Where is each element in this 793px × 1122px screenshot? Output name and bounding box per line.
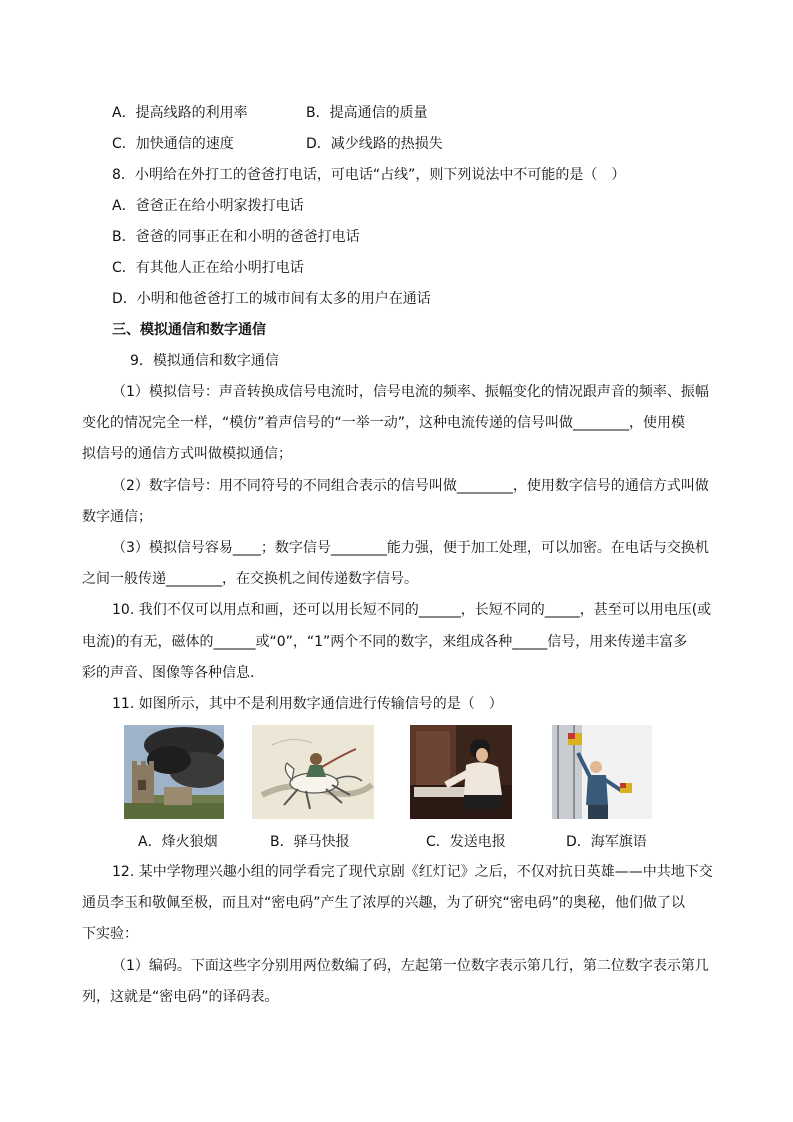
figure-d [552, 725, 662, 850]
q7-option-b: B．提高通信的质量 [306, 105, 428, 121]
q9-part2-line2: 数字通信； [82, 509, 152, 525]
q8-option-b: B．爸爸的同事正在和小明的爸爸打电话 [112, 229, 360, 245]
q9-part3-line1: （3）模拟信号容易____；数字信号________能力强，便于加工处理，可以加密。在电话与交换机 [112, 540, 709, 556]
q7-option-row-2 [112, 134, 744, 154]
q8-stem: 8．小明给在外打工的爸爸打电话，可电话“占线”，则下列说法中不可能的是（ ） [112, 167, 626, 183]
section-heading: 三、模拟通信和数字通信 [112, 322, 266, 338]
q8-option-c: C．有其他人正在给小明打电话 [112, 260, 304, 276]
q9-part1-line3: 拟信号的通信方式叫做模拟通信； [82, 446, 292, 462]
figure-a-caption: A．烽火狼烟 [138, 834, 218, 850]
q9-part3-line2: 之间一般传递________，在交换机之间传递数字信号。 [82, 571, 418, 587]
q8-option-d: D．小明和他爸爸打工的城市间有太多的用户在通话 [112, 291, 431, 307]
figure-b-caption: B．驿马快报 [270, 834, 350, 850]
figure-a [124, 725, 234, 850]
q12-part1-line2: 列，这就是“密电码”的译码表。 [82, 989, 279, 1005]
q7-option-c: C．加快通信的速度 [112, 136, 234, 152]
horse-rider-painting [252, 725, 374, 819]
telegraph-operator-photo [410, 725, 512, 819]
q10-line1: 10. 我们不仅可以用点和画，还可以用长短不同的______，长短不同的_____，甚至可以用电压(或 [112, 602, 712, 618]
q9-part2-line1: （2）数字信号：用不同符号的不同组合表示的信号叫做________，使用数字信号的通信方式叫做 [112, 478, 709, 494]
q10-line2: 电流)的有无，磁体的______或“0”，“1”两个不同的数字，来组成各种_____信号，用来传递丰富多 [82, 634, 688, 650]
q9-part1-line2: 变化的情况完全一样，“模仿”着声信号的“一举一动”，这种电流传递的信号叫做________，使用模 [82, 415, 686, 431]
q11-figures [0, 725, 793, 855]
q9-part1-line1: （1）模拟信号：声音转换成信号电流时，信号电流的频率、振幅变化的情况跟声音的频率、振幅 [112, 384, 709, 400]
q12-part1-line1: （1）编码。下面这些字分别用两位数编了码，左起第一位数字表示第几行，第二位数字表示第几 [112, 958, 709, 974]
q7-option-row-1 [112, 103, 744, 123]
q7-option-a: A．提高线路的利用率 [112, 105, 248, 121]
beacon-smoke-photo [124, 725, 224, 819]
figure-c [410, 725, 514, 850]
figure-d-caption: D．海军旗语 [566, 834, 647, 850]
figure-b [252, 725, 376, 850]
q7-option-d: D．减少线路的热损失 [306, 136, 443, 152]
q12-line2: 通员李玉和敬佩至极，而且对“密电码”产生了浓厚的兴趣，为了研究“密电码”的奥秘，他们做了以 [82, 895, 686, 911]
q9-stem: 9．模拟通信和数字通信 [130, 353, 279, 369]
figure-c-caption: C．发送电报 [426, 834, 506, 850]
q12-line1: 12. 某中学物理兴趣小组的同学看完了现代京剧《红灯记》之后，不仅对抗日英雄——中共地下交 [112, 864, 713, 880]
q10-line3: 彩的声音、图像等各种信息． [82, 665, 264, 681]
navy-semaphore-photo [552, 725, 652, 819]
q12-line3: 下实验： [82, 926, 138, 942]
q8-option-a: A．爸爸正在给小明家拨打电话 [112, 198, 304, 214]
q11-stem: 11. 如图所示，其中不是利用数字通信进行传输信号的是（ ） [112, 696, 503, 712]
